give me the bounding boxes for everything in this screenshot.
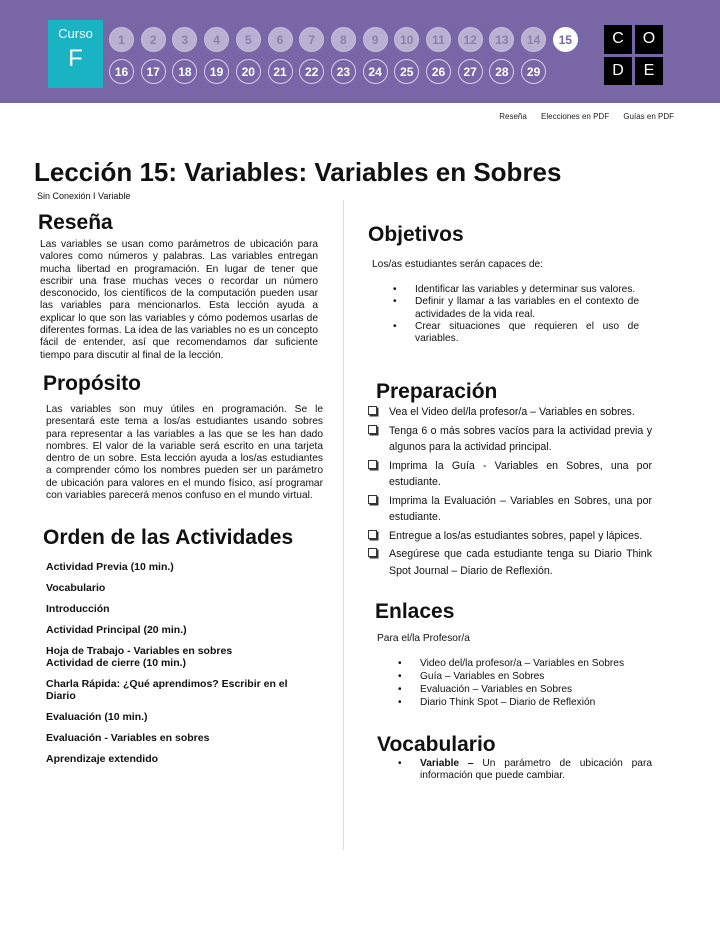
lesson-19-button[interactable]: 19 (204, 59, 229, 84)
preparation-checklist (368, 404, 652, 581)
resena-heading: Reseña (38, 211, 113, 234)
lesson-16-button[interactable]: 16 (109, 59, 134, 84)
checkbox-icon[interactable] (368, 460, 377, 469)
resena-text: Las variables se usan como parámetros de ubicación para valores como números y palabras. Las variables entregan mucha libertad en programación. En lugar de tener que escribir una frase muchas veces o recordar un número desconocido, los científicos de la computación pueden usar las variables para mencionarlos. Esta lección ayuda a explicar lo que son las variables y cómo podemos usarlas de diferentes formas. La idea de las variables no es un concepto fácil de entender, así que recomendamos dar suficiente tiempo para discutir al final de la lección. (40, 239, 318, 361)
lesson-27-button[interactable]: 27 (458, 59, 483, 84)
link-item[interactable]: • Diario Think Spot – Diario de Reflexión (420, 696, 660, 709)
lesson-26-button[interactable]: 26 (426, 59, 451, 84)
lesson-21-button[interactable]: 21 (268, 59, 293, 84)
lesson-17-button[interactable]: 17 (141, 59, 166, 84)
lesson-14-button[interactable]: 14 (521, 27, 546, 52)
lesson-12-button[interactable]: 12 (458, 27, 483, 52)
enlaces-intro: Para el/la Profesor/a (377, 633, 470, 644)
lesson-7-button[interactable]: 7 (299, 27, 324, 52)
lesson-5-button[interactable]: 5 (236, 27, 261, 52)
course-letter: F (68, 45, 83, 72)
objective-item: • Identificar las variables y determinar sus valores. (415, 284, 639, 296)
objetivos-list (415, 284, 639, 345)
lesson-4-button[interactable]: 4 (204, 27, 229, 52)
link-guias-pdf[interactable]: Guías en PDF (623, 112, 674, 121)
objective-item: • Crear situaciones que requieren el uso de variables. (415, 321, 639, 346)
prep-item (368, 546, 652, 579)
top-links (487, 112, 674, 121)
prep-item (368, 493, 652, 526)
prep-item-text: Entregue a los/as estudiantes sobres, papel y lápices. (389, 529, 643, 542)
enlaces-list (420, 657, 660, 709)
page-subtitle: Sin Conexión I Variable (37, 191, 131, 201)
prep-item-text: Imprima la Guía - Variables en Sobres, una por estudiante. (389, 459, 652, 488)
activity-item[interactable]: Evaluación - Variables en sobres (46, 732, 210, 744)
checkbox-icon[interactable] (368, 406, 377, 415)
lesson-6-button[interactable]: 6 (268, 27, 293, 52)
lesson-13-button[interactable]: 13 (489, 27, 514, 52)
vocabulario-heading: Vocabulario (377, 733, 496, 756)
lesson-9-button[interactable]: 9 (363, 27, 388, 52)
prep-item-text: Vea el Video del/la profesor/a – Variables en sobres. (389, 406, 635, 418)
lesson-23-button[interactable]: 23 (331, 59, 356, 84)
activity-item[interactable]: Evaluación (10 min.) (46, 711, 148, 723)
lesson-25-button[interactable]: 25 (394, 59, 419, 84)
link-resena[interactable]: Reseña (499, 112, 527, 121)
proposito-text: Las variables son muy útiles en programación. Se le presentará este tema a los/as estudiantes usando sobres para representar a las variables a las que se les han dado nombres. El valor de la variable será escrito en una tarjeta dentro de un sobre. Esta lección ayuda a los/as estudiantes a comprender cómo los nombres pueden ser un parámetro de ubicación para valores en el mundo físico, así programar con variables parecerá menos confuso en el mundo virtual. (46, 404, 323, 502)
orden-heading: Orden de las Actividades (43, 526, 294, 549)
activity-list (46, 561, 306, 774)
lesson-22-button[interactable]: 22 (299, 59, 324, 84)
lesson-8-button[interactable]: 8 (331, 27, 356, 52)
enlaces-heading: Enlaces (375, 600, 455, 623)
lesson-24-button[interactable]: 24 (363, 59, 388, 84)
checkbox-icon[interactable] (368, 495, 377, 504)
page-title: Lección 15: Variables: Variables en Sobres (34, 157, 562, 187)
prep-item (368, 404, 652, 421)
vocabulario-list (420, 758, 652, 783)
vocab-definition: Un parámetro de ubicación para información que puede cambiar. (420, 758, 653, 782)
checkbox-icon[interactable] (368, 425, 377, 434)
link-item[interactable]: • Guía – Variables en Sobres (420, 670, 660, 683)
proposito-heading: Propósito (43, 372, 141, 395)
activity-item[interactable]: Vocabulario (46, 582, 106, 594)
preparacion-heading: Preparación (376, 380, 498, 403)
code-logo[interactable] (604, 25, 664, 85)
prep-item-text: Asegúrese que cada estudiante tenga su Diario Think Spot Journal – Diario de Reflexión. (389, 548, 652, 577)
lesson-20-button[interactable]: 20 (236, 59, 261, 84)
checkbox-icon[interactable] (368, 530, 377, 539)
logo-letter: E (635, 57, 663, 86)
link-item[interactable]: • Evaluación – Variables en Sobres (420, 683, 660, 696)
activity-item[interactable]: Actividad Previa (10 min.) (46, 561, 174, 573)
course-badge[interactable] (48, 20, 103, 88)
objetivos-heading: Objetivos (368, 223, 464, 246)
activity-item[interactable]: Aprendizaje extendido (46, 753, 159, 765)
prep-item-text: Imprima la Evaluación – Variables en Sobres, una por estudiante. (389, 494, 652, 523)
activity-item[interactable]: Hoja de Trabajo - Variables en sobres (46, 645, 233, 657)
prep-item (368, 423, 652, 456)
vocab-item (420, 758, 652, 783)
lesson-29-button[interactable]: 29 (521, 59, 546, 84)
link-elecciones-pdf[interactable]: Elecciones en PDF (541, 112, 610, 121)
checkbox-icon[interactable] (368, 548, 377, 557)
activity-item[interactable]: Charla Rápida: ¿Qué aprendimos? Escribir en el Diario (46, 678, 288, 702)
lesson-10-button[interactable]: 10 (394, 27, 419, 52)
column-divider (343, 200, 344, 850)
logo-letter: C (604, 25, 632, 54)
prep-item (368, 528, 652, 545)
activity-item[interactable]: Introducción (46, 603, 110, 615)
prep-item (368, 458, 652, 491)
objective-item: • Definir y llamar a las variables en el contexto de actividades de la vida real. (415, 296, 639, 321)
link-item[interactable]: • Video del/la profesor/a – Variables en Sobres (420, 657, 660, 670)
header-banner (0, 0, 720, 103)
prep-item-text: Tenga 6 o más sobres vacíos para la actividad previa y algunos para la actividad principal. (389, 424, 652, 453)
lesson-28-button[interactable]: 28 (489, 59, 514, 84)
lesson-18-button[interactable]: 18 (172, 59, 197, 84)
lesson-15-button[interactable]: 15 (553, 27, 578, 52)
lesson-3-button[interactable]: 3 (172, 27, 197, 52)
lesson-1-button[interactable]: 1 (109, 27, 134, 52)
lesson-2-button[interactable]: 2 (141, 27, 166, 52)
activity-item[interactable]: Actividad Principal (20 min.) (46, 624, 187, 636)
logo-letter: O (635, 25, 663, 54)
course-label: Curso (58, 26, 93, 41)
activity-item[interactable]: Actividad de cierre (10 min.) (46, 657, 187, 669)
lesson-11-button[interactable]: 11 (426, 27, 451, 52)
logo-letter: D (604, 57, 632, 86)
objetivos-intro: Los/as estudiantes serán capaces de: (372, 259, 544, 270)
vocab-term: Variable – (420, 758, 474, 769)
